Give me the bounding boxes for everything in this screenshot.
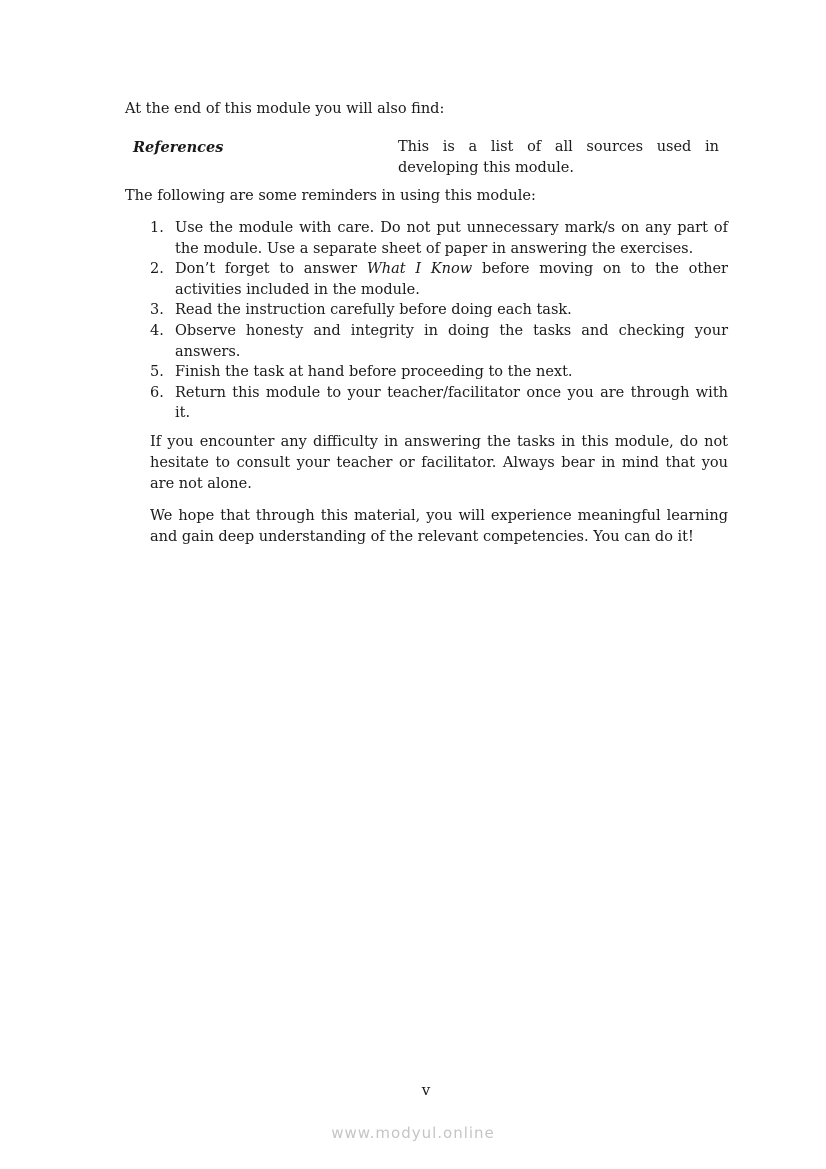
list-item-text: Return this module to your teacher/facilitator once you are through with it. [175, 384, 728, 422]
page-number: v [421, 1081, 431, 1099]
list-item [150, 321, 728, 362]
watermark: www.modyul.online [331, 1124, 495, 1142]
list-item-number: 1. [150, 220, 164, 236]
list-item-text-post: before moving on to the other activities included in the module. [175, 261, 728, 298]
list-item [150, 362, 728, 383]
list-item-text: Read the instruction carefully before doing each task. [175, 302, 572, 319]
list-item-number: 4. [150, 322, 164, 339]
list-item [150, 218, 728, 259]
list-item-text: Use the module with care. Do not put unnecessary mark/s on any part of the module. Use a separate sheet of paper in answering the exercises. [175, 220, 728, 257]
closing-paragraph: We hope that through this material, you will experience meaningful learning and gain deep understanding of the relevant competencies. You can do it! [150, 508, 728, 545]
reminders-intro: The following are some reminders in using this module: [125, 188, 536, 204]
references-definition: This is a list of all sources used in developing this module. [398, 139, 719, 176]
intro-text: At the end of this module you will also find: [125, 101, 445, 117]
list-item-number: 3. [150, 302, 164, 319]
list-item-number: 6. [150, 384, 164, 401]
list-item [150, 383, 728, 424]
list-item-text: Finish the task at hand before proceeding to the next. [175, 364, 573, 381]
list-item-text: Observe honesty and integrity in doing the tasks and checking your answers. [175, 322, 728, 360]
list-item-emphasis: What I Know [366, 261, 473, 278]
difficulty-paragraph: If you encounter any difficulty in answering the tasks in this module, do not hesitate to consult your teacher or facilitator. Always bear in mind that you are not alone. [150, 434, 728, 492]
list-item-number: 2. [150, 261, 164, 278]
references-term: References [133, 139, 224, 156]
list-item [150, 259, 728, 300]
list-item-number: 5. [150, 364, 164, 381]
list-item [150, 300, 728, 321]
reminders-list [150, 218, 728, 424]
list-item-text-pre: Don’t forget to answer [175, 261, 367, 278]
